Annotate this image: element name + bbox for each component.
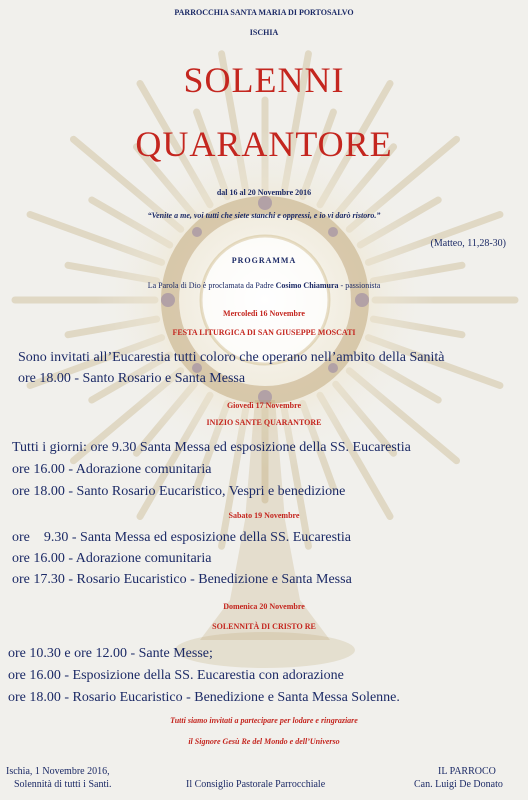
- preacher-suffix: - passionista: [338, 281, 381, 290]
- footer-parroco-name: Can. Luigi De Donato: [414, 779, 503, 790]
- closing-line-1: Tutti siamo invitati a partecipare per lodare e ringraziare: [170, 716, 358, 725]
- day-3-line-3: ore 17.30 - Rosario Eucaristico - Benedizione e Santa Messa: [12, 572, 352, 587]
- day-3-heading: Sabato 19 Novembre: [228, 511, 300, 520]
- day-1-feast: FESTA LITURGICA DI SAN GIUSEPPE MOSCATI: [172, 328, 356, 337]
- day-4-heading: Domenica 20 Novembre: [223, 602, 305, 611]
- title-line-2: QUARANTORE: [135, 124, 393, 164]
- day-3-line-2: ore 16.00 - Adorazione comunitaria: [12, 551, 212, 566]
- day-2-line-1: Tutti i giorni: ore 9.30 Santa Messa ed esposizione della SS. Eucarestia: [12, 440, 411, 455]
- town-name: ISCHIA: [249, 28, 279, 37]
- day-2-heading: Giovedì 17 Novembre: [226, 401, 302, 410]
- day-2-line-2: ore 16.00 - Adorazione comunitaria: [12, 462, 212, 477]
- day-4-line-2: ore 16.00 - Esposizione della SS. Eucarestia con adorazione: [8, 668, 344, 683]
- day-3-line-1: ore 9.30 - Santa Messa ed esposizione della SS. Eucarestia: [12, 530, 352, 545]
- preacher-line: [0, 281, 528, 290]
- day-1-heading: Mercoledì 16 Novembre: [223, 309, 305, 318]
- day-4-line-3: ore 18.00 - Rosario Eucaristico - Benedizione e Santa Messa Solenne.: [8, 690, 400, 705]
- day-4-feast: SOLENNITÀ DI CRISTO RE: [212, 622, 316, 631]
- bible-quote: “Venite a me, voi tutti che siete stanchi e oppressi, e io vi darò ristoro.”: [147, 211, 381, 220]
- footer-occasion: Solennità di tutti i Santi.: [14, 779, 112, 790]
- preacher-name: Cosimo Chiamura: [275, 281, 339, 290]
- day-1-line-2: ore 18.00 - Santo Rosario e Santa Messa: [18, 371, 246, 386]
- preacher-prefix: La Parola di Dio è proclamata da Padre: [147, 281, 276, 290]
- footer-parroco-label: IL PARROCO: [438, 766, 496, 777]
- footer-place-date: Ischia, 1 Novembre 2016,: [6, 766, 110, 777]
- day-2-line-3: ore 18.00 - Santo Rosario Eucaristico, Vespri e benedizione: [12, 484, 346, 499]
- parish-name: PARROCCHIA SANTA MARIA DI PORTOSALVO: [174, 8, 354, 17]
- day-4-line-1: ore 10.30 e ore 12.00 - Sante Messe;: [8, 646, 213, 661]
- day-1-line-1: Sono invitati all’Eucarestia tutti coloro che operano nell’ambito della Sanità: [18, 350, 445, 365]
- title-line-1: SOLENNI: [183, 60, 345, 100]
- footer-council: Il Consiglio Pastorale Parrocchiale: [186, 779, 326, 790]
- day-2-feast: INIZIO SANTE QUARANTORE: [206, 418, 322, 427]
- program-label: PROGRAMMA: [231, 256, 297, 265]
- closing-line-2: il Signore Gesù Re del Mondo e dell’Universo: [188, 737, 340, 746]
- quote-reference: (Matteo, 11,28-30): [430, 238, 506, 249]
- event-dates: dal 16 al 20 Novembre 2016: [216, 188, 312, 197]
